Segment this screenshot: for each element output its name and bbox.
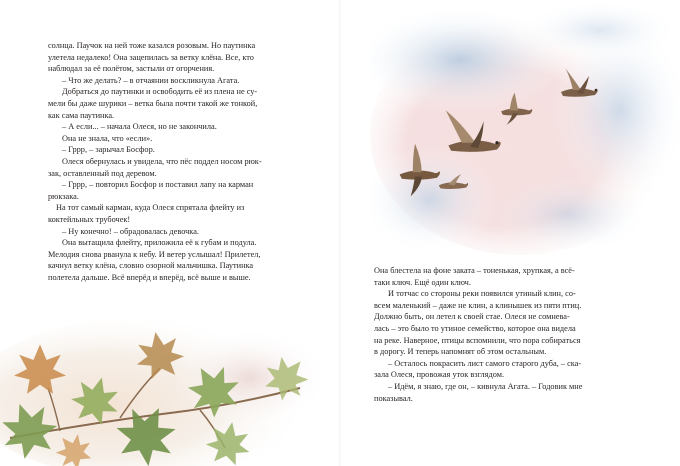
text-line: – Осталось покрасить лист самого старого дуба, – ска-: [388, 358, 582, 368]
text-line: – Гррр, – зарычал Босфор.: [62, 145, 155, 155]
text-line: Добраться до паутинки и освободить её из плена не су-: [62, 87, 258, 97]
text-line: таки ключ. Ещё один ключ.: [374, 277, 471, 287]
maple-illustration: [0, 318, 340, 466]
text-line: Она вытащила флейту, приложила её к губам и подула.: [62, 238, 257, 248]
text-line: зала Олеся, провожая уток взглядом.: [374, 370, 505, 380]
maple-branch-icon: [0, 318, 340, 466]
text-line: – Гррр, – повторил Босфор и поставил лапу на карман: [62, 180, 254, 190]
text-line: наблюдал за её полётом, застыли от огорчения.: [48, 64, 215, 74]
text-line: – Что же делать? – в отчаянии воскликнула Агата.: [62, 75, 240, 85]
text-line: лась – это было то утиное семейство, которое она видела: [374, 323, 576, 333]
text-line: – А если... – начала Олеся, но не закончила.: [62, 122, 217, 132]
ducks-illustration: [370, 0, 680, 262]
text-line: зак, оставленный под деревом.: [48, 168, 157, 178]
text-line: мели бы даже шурики – ветка была почти такой же тонкой,: [48, 98, 258, 108]
text-line: на реке. Наверное, птицы вспомнили, что пора собираться: [374, 335, 581, 345]
text-line: в дорогу. И теперь напомнят об этом остальным.: [374, 347, 547, 357]
text-line: – Ну конечно! – обрадовалась девочка.: [62, 226, 199, 236]
text-line: – Идём, я знаю, где он, – кивнула Агата. – Годовик мне: [388, 381, 583, 391]
text-line: как сама паутинка.: [48, 110, 115, 120]
text-line: рюкзака.: [48, 191, 79, 201]
text-line: Она не знала, что «если».: [62, 133, 153, 143]
text-line: На тот самый карман, куда Олеся спрятала флейту из: [56, 203, 245, 213]
text-line: Должно быть, он летел к своей стае. Олеся не сомнева-: [374, 312, 570, 322]
text-line: полетела дальше. Всё вперёд и вперёд, всё выше и выше.: [48, 272, 251, 282]
text-line: коктейльных трубочек!: [48, 214, 131, 224]
text-line: Она блестела на фоне заката – тоненькая, хрупкая, а всё-: [374, 266, 575, 275]
text-line: Олеся обернулась и увидела, что пёс поддел носом рюк-: [62, 156, 262, 166]
text-line: Мелодия снова рванула к небу. И ветер услышал! Прилетел,: [48, 249, 261, 259]
left-page-text: [48, 40, 306, 283]
text-line: всем маленький – даже не клин, а клинышек из пяти птиц.: [374, 300, 582, 310]
text-line: улетела недалеко! Она зацепилась за ветку клёна. Все, кто: [48, 52, 254, 62]
right-page-text: [374, 265, 638, 404]
text-line: солнца. Паучок на ней тоже казался розовым. Но паутинка: [48, 41, 256, 50]
text-line: показывал.: [374, 393, 413, 403]
flying-ducks-icon: [370, 0, 680, 262]
text-line: качнул ветку клёна, словно озорной мальчишка. Паутинка: [48, 261, 254, 271]
text-line: И тотчас со стороны реки появился утиный клин, со-: [388, 289, 576, 299]
